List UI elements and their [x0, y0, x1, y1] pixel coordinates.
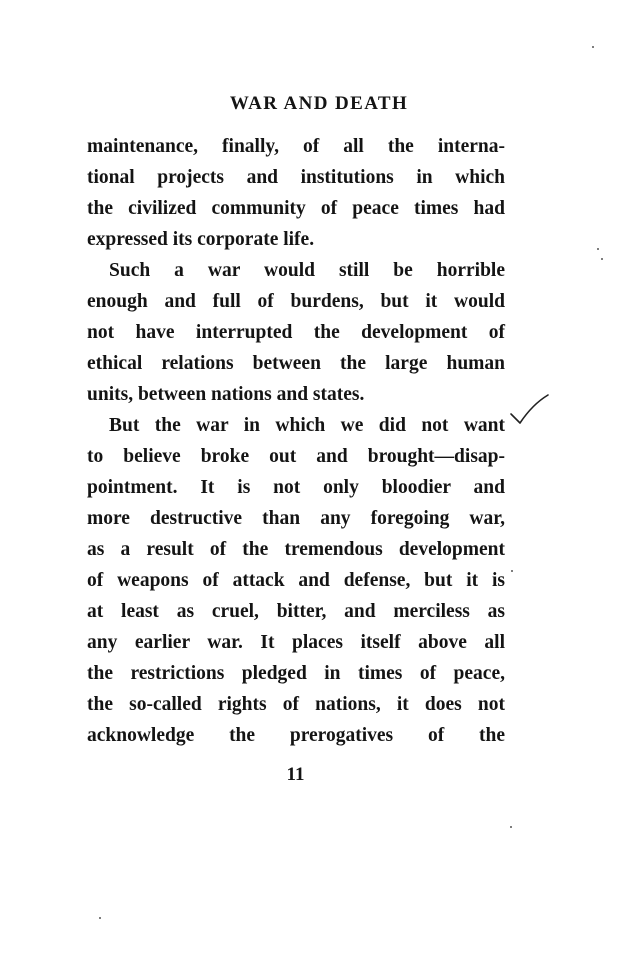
text-line: the so-called rights of nations, it does not: [87, 694, 505, 715]
text-line: as a result of the tremendous development: [87, 539, 505, 560]
checkmark-icon: [508, 393, 550, 427]
text-line: more destructive than any foregoing war,: [87, 508, 505, 529]
text-line: of weapons of attack and defense, but it is: [87, 570, 505, 591]
text-line: expressed its corporate life.: [87, 229, 315, 250]
text-line: to believe broke out and brought—disap-: [87, 446, 505, 467]
text-line: Such a war would still be horrible: [109, 260, 505, 281]
paper-speck: [601, 258, 603, 260]
paper-speck: [592, 46, 594, 48]
paper-speck: [511, 570, 513, 572]
text-line: not have interrupted the development of: [87, 322, 505, 343]
text-line: maintenance, finally, of all the interna-: [87, 136, 505, 157]
text-line: the civilized community of peace times had: [87, 198, 505, 219]
body-text: [87, 131, 505, 751]
text-line: ethical relations between the large human: [87, 353, 505, 374]
text-line: any earlier war. It places itself above all: [87, 632, 505, 653]
text-line: units, between nations and states.: [87, 384, 365, 405]
page-number: 11: [286, 764, 305, 785]
paper-speck: [597, 248, 599, 250]
text-line: acknowledge the prerogatives of the: [87, 725, 505, 746]
text-line: tional projects and institutions in which: [87, 167, 505, 188]
text-line: But the war in which we did not want: [109, 415, 505, 436]
text-line: pointment. It is not only bloodier and: [87, 477, 505, 498]
text-line: the restrictions pledged in times of peace,: [87, 663, 505, 684]
paper-speck: [99, 917, 101, 919]
paper-speck: [510, 826, 512, 828]
text-line: enough and full of burdens, but it would: [87, 291, 505, 312]
running-title: WAR AND DEATH: [229, 93, 409, 114]
text-line: at least as cruel, bitter, and merciless as: [87, 601, 505, 622]
